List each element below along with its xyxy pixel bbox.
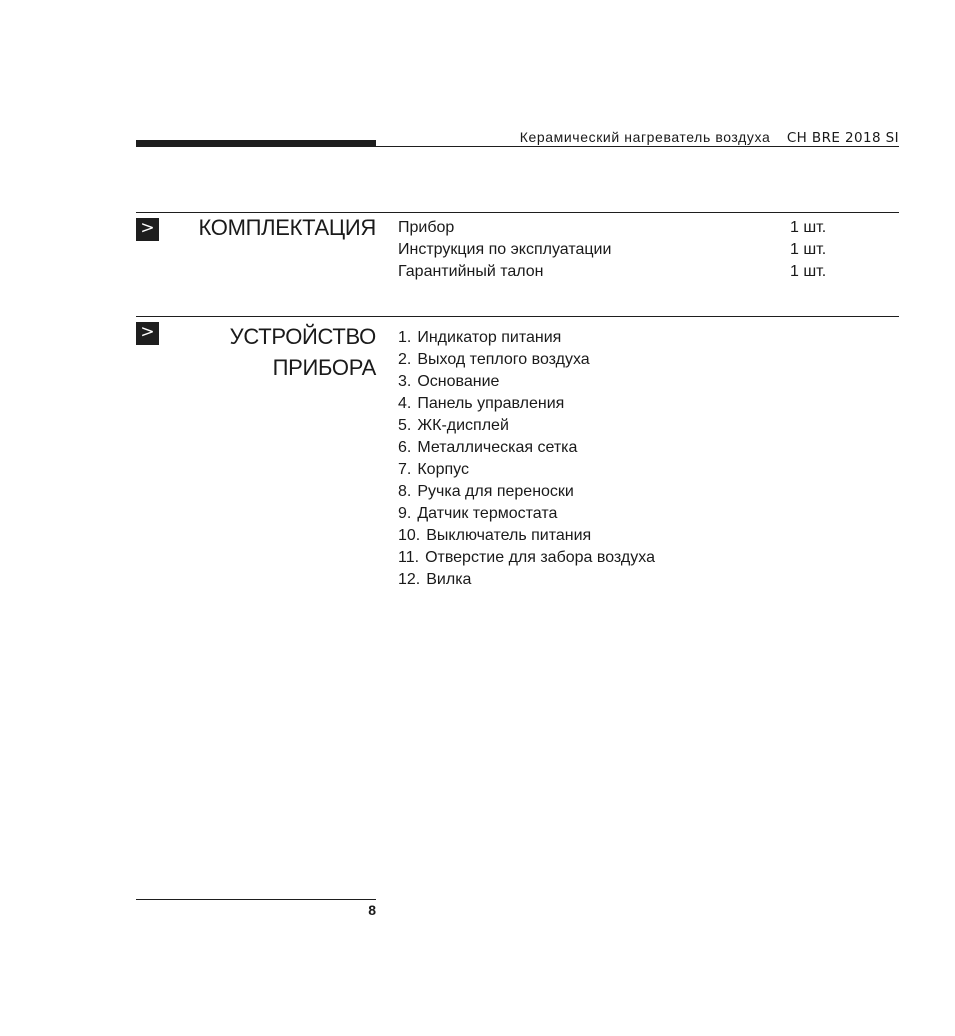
section-title-line: УСТРОЙСТВО [229, 324, 376, 349]
item-label: Ручка для переноски [417, 483, 574, 500]
list-item [398, 503, 655, 525]
quantity-value: 1 шт. [790, 241, 827, 258]
item-label: Основание [417, 373, 500, 390]
footer-rule [136, 899, 376, 900]
item-number: 11. [398, 549, 420, 566]
list-item: Инструкция по эксплуатации [398, 241, 612, 258]
device-parts-list [398, 327, 655, 591]
item-number: 7. [398, 461, 412, 478]
header-rule [376, 146, 899, 147]
item-label: ЖК-дисплей [417, 417, 509, 434]
item-number: 9. [398, 505, 412, 522]
list-item [398, 525, 655, 547]
item-number: 10. [398, 527, 421, 544]
item-number: 3. [398, 373, 412, 390]
item-number: 4. [398, 395, 412, 412]
section-title-line: ПРИБОРА [272, 355, 376, 380]
item-number: 1. [398, 329, 412, 346]
list-item [398, 327, 655, 349]
header-accent-bar [136, 140, 376, 147]
item-label: Индикатор питания [417, 329, 562, 346]
contents-list [398, 217, 611, 283]
section-title-line: КОМПЛЕКТАЦИЯ [198, 215, 376, 240]
list-item [398, 481, 655, 503]
model-number: CH BRE 2018 SI [786, 130, 899, 146]
section-marker-arrow-icon: > [136, 322, 159, 345]
running-header [520, 129, 899, 146]
list-item [398, 569, 655, 591]
contents-quantity-list [790, 217, 826, 283]
item-number: 12. [398, 571, 421, 588]
item-number: 2. [398, 351, 412, 368]
item-label: Вилка [426, 571, 472, 588]
page-number: 8 [368, 902, 376, 918]
list-item [398, 371, 655, 393]
item-number: 6. [398, 439, 412, 456]
document-title: Керамический нагреватель воздуха [519, 129, 771, 145]
list-item [398, 349, 655, 371]
item-label: Выход теплого воздуха [417, 351, 590, 368]
list-item: Прибор [398, 219, 455, 236]
section-divider [136, 316, 899, 317]
list-item [398, 459, 655, 481]
item-label: Панель управления [417, 395, 565, 412]
quantity-value: 1 шт. [790, 263, 827, 280]
list-item [398, 415, 655, 437]
list-item [398, 437, 655, 459]
quantity-value: 1 шт. [790, 219, 827, 236]
item-number: 8. [398, 483, 412, 500]
list-item: Гарантийный талон [398, 263, 544, 280]
item-label: Металлическая сетка [417, 439, 578, 456]
item-label: Датчик термостата [417, 505, 558, 522]
item-label: Выключатель питания [426, 527, 592, 544]
section-title-contents [198, 212, 376, 243]
item-number: 5. [398, 417, 412, 434]
list-item [398, 393, 655, 415]
section-marker-arrow-icon: > [136, 218, 159, 241]
item-label: Корпус [417, 461, 469, 478]
section-title-device [230, 321, 376, 383]
item-label: Отверстие для забора воздуха [425, 549, 655, 566]
list-item [398, 547, 655, 569]
